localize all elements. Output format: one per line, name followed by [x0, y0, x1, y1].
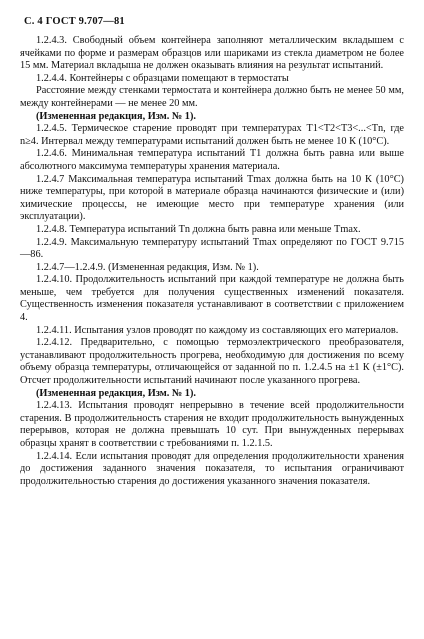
- paragraph-1-2-4-3: 1.2.4.3. Свободный объем контейнера заполняют металлическим вкладышем с ячейками по форме и размерам образцов или шариками из стекла диаметром не более 15 мм. Материал вкладыша не должен оказывать влияния на результат испытаний.: [20, 35, 404, 72]
- paragraph-1-2-4-5: 1.2.4.5. Термическое старение проводят при температурах T1<T2<T3<...<Tn, где n≥4. Интервал между температурами испытаний должен быть не менее 10 К (10°С).: [20, 123, 404, 147]
- paragraph-1-2-4-8: 1.2.4.8. Температура испытаний Tn должна быть равна или меньше Tmax.: [36, 223, 361, 235]
- paragraph-1-2-4-6: 1.2.4.6. Минимальная температура испытаний T1 должна быть равна или выше абсолютного максимума температуры хранения материала.: [20, 148, 404, 172]
- paragraph-1-2-4-13: 1.2.4.13. Испытания проводят непрерывно в течение всей продолжительности старения. В продолжительность старения не входит продолжительность вынужденных перерывов, которая не должна превышать 10 сут. При вынужденных перерывах образцы хранят в соответствии с требованиями п. 1.2.1.5.: [20, 400, 404, 449]
- edit-note-2: 1.2.4.7—1.2.4.9. (Измененная редакция, Изм. № 1).: [36, 261, 259, 273]
- paragraph-1-2-4-12: 1.2.4.12. Предварительно, с помощью термоэлектрического преобразователя, устанавливают продолжительность прогрева, необходимую для достижения по всему объему образца температуры, отличающейся от заданной по п. 1.2.4.5 на ±1 К (±1°С). Отсчет продолжительности испытаний начинают после указанного прогрева.: [20, 337, 404, 387]
- edit-note-3: (Измененная редакция, Изм. № 1).: [36, 387, 196, 399]
- paragraph-1-2-4-4: 1.2.4.4. Контейнеры с образцами помещают в термостаты: [36, 72, 289, 84]
- paragraph-1-2-4-14: 1.2.4.14. Если испытания проводят для определения продолжительности хранения до достижения заданного значения показателя, то испытания ограничивают продолжительностью старения до достижения указанного значения показателя.: [20, 450, 404, 487]
- page-header: С. 4 ГОСТ 9.707—81: [24, 16, 125, 27]
- paragraph-1-2-4-9: 1.2.4.9. Максимальную температуру испытаний Tmax определяют по ГОСТ 9.715—86.: [20, 236, 404, 261]
- paragraph-1-2-4-10: 1.2.4.10. Продолжительность испытаний при каждой температуре не должна быть меньше, чем требуется для получения существенных изменений показателя. Существенность изменения показателя устанавливают в соответствии с приложением 4.: [20, 274, 404, 324]
- paragraph-1-2-4-7: 1.2.4.7 Максимальная температура испытаний Tmax должна быть на 10 К (10°С) ниже температуры, при которой в материале образца начинаются физические и (или) химические процессы, не имеющие место при температуре хранения (или эксплуатации).: [20, 173, 404, 223]
- paragraph-1-2-4-11: 1.2.4.11. Испытания узлов проводят по каждому из составляющих его материалов.: [36, 324, 399, 336]
- edit-note-1: (Измененная редакция, Изм. № 1).: [36, 110, 196, 122]
- paragraph-distance: Расстояние между стенками термостата и контейнера должно быть не менее 50 мм, между контейнерами — не менее 20 мм.: [20, 85, 404, 109]
